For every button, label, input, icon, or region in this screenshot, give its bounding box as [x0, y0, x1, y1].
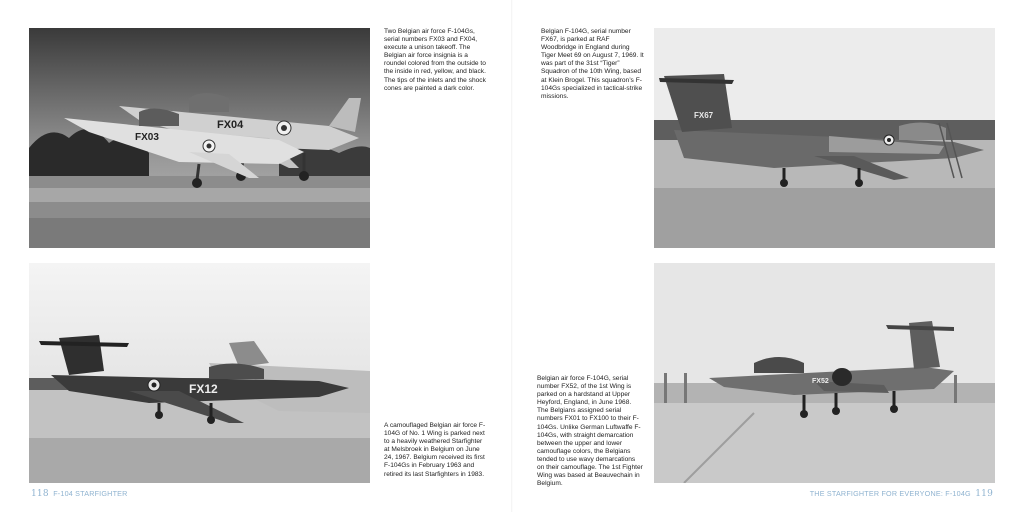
caption-fx03-fx04: Two Belgian air force F-104Gs, serial numbers FX03 and FX04, execute a unison takeoff. The Belgian air force insignia is a roundel colored from the outside to the inside in red, yellow, and black. The tips of the inlets and the shock cones are painted a dark color. — [384, 28, 486, 92]
running-head-right: THE STARFIGHTER FOR EVERYONE: F-104G — [809, 489, 971, 498]
running-head-left: F-104 STARFIGHTER — [53, 489, 128, 498]
caption-fx67: Belgian F-104G, serial number FX67, is parked at RAF Woodbridge in England during Tiger Meet 69 on August 7, 1969. It was part of the 31st “Tiger” Squadron of the 10th Wing, based at Klein Brogel. This squadron’s F-104Gs specialized in tactical-strike missions. — [541, 28, 644, 100]
page-number-right: 119 — [975, 489, 993, 499]
marking-fx04: FX04 — [217, 119, 244, 131]
marking-fx12: FX12 — [189, 382, 218, 396]
page-number-left: 118 — [31, 489, 49, 499]
marking-fx52: FX52 — [812, 378, 829, 385]
page-gutter — [511, 0, 513, 512]
caption-fx52: Belgian air force F-104G, serial number FX52, of the 1st Wing is parked on a hardstand at Upper Heyford, England, in June 1968. The Belgians assigned serial numbers FX01 to FX100 to their F-104Gs. Unlike German Luftwaffe F-104Gs, with straight demarcation between the upper and lower camouflage colors, the Belgians tended to use wavy demarcations on their camouflage. The 1st Fighter Wing was based at Beauvechain in Belgium. — [537, 375, 643, 488]
photo-fx12-melsbroek — [29, 263, 370, 483]
marking-fx67: FX67 — [694, 111, 714, 120]
photo-fx03-fx04-takeoff — [29, 28, 370, 248]
photo-fx52-upper-heyford — [654, 263, 995, 483]
marking-fx03: FX03 — [135, 132, 159, 143]
caption-fx12: A camouflaged Belgian air force F-104G of No. 1 Wing is parked next to a heavily weathered Starfighter at Melsbroek in Belgium on June 24, 1967. Belgium received its first F-104Gs in February 1963 and retired its last Starfighters in 1983. — [384, 422, 486, 478]
photo-fx67-woodbridge — [654, 28, 995, 248]
folio-right — [810, 489, 993, 499]
folio-left — [31, 489, 128, 499]
